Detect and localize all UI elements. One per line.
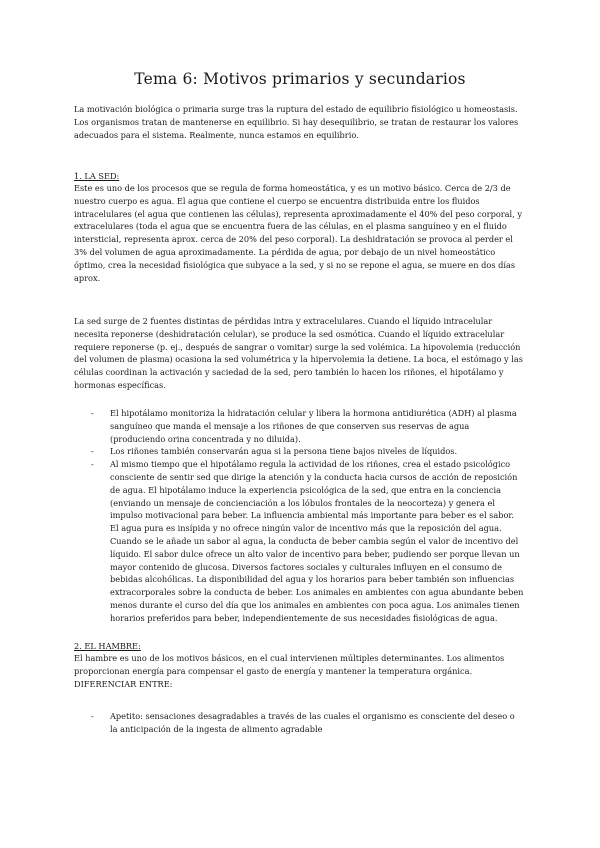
list-item (74, 458, 524, 624)
list-item (74, 710, 524, 736)
list-item-text: Apetito: sensaciones desagradables a través de las cuales el organismo es consciente del deseo o la anticipación de la ingesta de alimento agradable (110, 711, 515, 734)
bullet-dash: - (91, 711, 94, 721)
bullet-dash: - (91, 459, 94, 470)
bullet-dash: - (91, 408, 94, 418)
section-heading-sed: 1. LA SED: (74, 171, 120, 181)
list-item-text: Al mismo tiempo que el hipotálamo regula la actividad de los riñones, crea el estado psicológico consciente de sentir sed que dirige la atención y la conducta hacia cursos de acción de reposición de agua. El hipotálamo induce la experiencia psicológica de la sed, que entra en la conciencia (enviando un mensaje de concienciación a los lóbulos frontales de la neocorteza) y genera el impulso motivacional para beber. La influencia ambiental más importante para beber es el sabor. El agua pura es insípida y no ofrece ningún valor de incentivo más que la reposición del agua. Cuando se le añade un sabor al agua, la conducta de beber cambia según el valor de incentivo del líquido. El sabor dulce ofrece un alto valor de incentivo para beber, pudiendo ser porque llevan un mayor contenido de glucosa. Diversos factores sociales y culturales influyen en el consumo de bebidas alcohólicas. La disponibilidad del agua y los horarios para beber también son influencias extracorporales sobre la conducta de beber. Los animales en ambientes con agua abundante beben menos durante el curso del día que los animales en ambientes con poca agua. Los animales tienen horarios preferidos para beber, independientemente de sus necesidades fisiológicas de agua. (110, 459, 524, 623)
list-item-text: Los riñones también conservarán agua si la persona tiene bajos niveles de líquidos. (110, 446, 458, 457)
sed-paragraph-1: Este es uno de los procesos que se regula de forma homeostática, y es un motivo básico. Cerca de 2/3 de nuestro cuerpo es agua. El agua que contiene el cuerpo se encuentra distribuida entre los fluidos intracelulares (el agua que contienen las células), representa aproximadamente el 40% del peso corporal, y extracelulares (toda el agua que se encuentra fuera de las células, en el plasma sanguíneo y en el fluido intersticial, representa aprox. cerca de 20% del peso corporal). La deshidratación se provoca al perder el 3% del volumen de agua aproximadamente. La pérdida de agua, por debajo de un nivel homeostático óptimo, crea la necesidad fisiológica que subyace a la sed, y si no se repone el agua, se muere en dos días aprox. (74, 183, 523, 283)
sed-bullet-list (74, 407, 524, 625)
page-title: Tema 6: Motivos primarios y secundarios (134, 70, 466, 88)
list-item (74, 445, 524, 458)
hambre-paragraph-1: El hambre es uno de los motivos básicos, en el cual intervienen múltiples determinantes. Los alimentos proporcionan energía para compensar el gasto de energía y mantener la temperatura orgánica. DIFERENCIAR ENTRE: (74, 653, 505, 689)
sed-paragraph-2: La sed surge de 2 fuentes distintas de pérdidas intra y extracelulares. Cuando el líquido intracelular necesita reponerse (deshidratación celular), se produce la sed osmótica. Cuando el líquido extracelular requiere reponerse (p. ej., después de sangrar o vomitar) surge la sed volémica. La hipovolemia (reducción del volumen de plasma) ocasiona la sed volumétrica y la hipervolemia la detiene. La boca, el estómago y las células coordinan la activación y saciedad de la sed, pero también lo hacen los riñones, el hipotálamo y hormonas específicas. (74, 316, 523, 390)
list-item (74, 407, 524, 445)
bullet-dash: - (91, 446, 94, 457)
intro-paragraph: La motivación biológica o primaria surge tras la ruptura del estado de equilibrio fisiológico u homeostasis. Los organismos tratan de mantenerse en equilibrio. Si hay desequilibrio, se tratan de restaurar los valores adecuados para el sistema. Realmente, nunca estamos en equilibrio. (74, 104, 519, 140)
hambre-bullet-list (74, 710, 524, 736)
section-heading-hambre: 2. EL HAMBRE: (74, 641, 141, 651)
list-item-text: El hipotálamo monitoriza la hidratación celular y libera la hormona antidiurética (ADH) al plasma sanguíneo que manda el mensaje a los riñones de que conserven sus reservas de agua (produciendo orina concentrada y no diluida). (110, 408, 517, 444)
